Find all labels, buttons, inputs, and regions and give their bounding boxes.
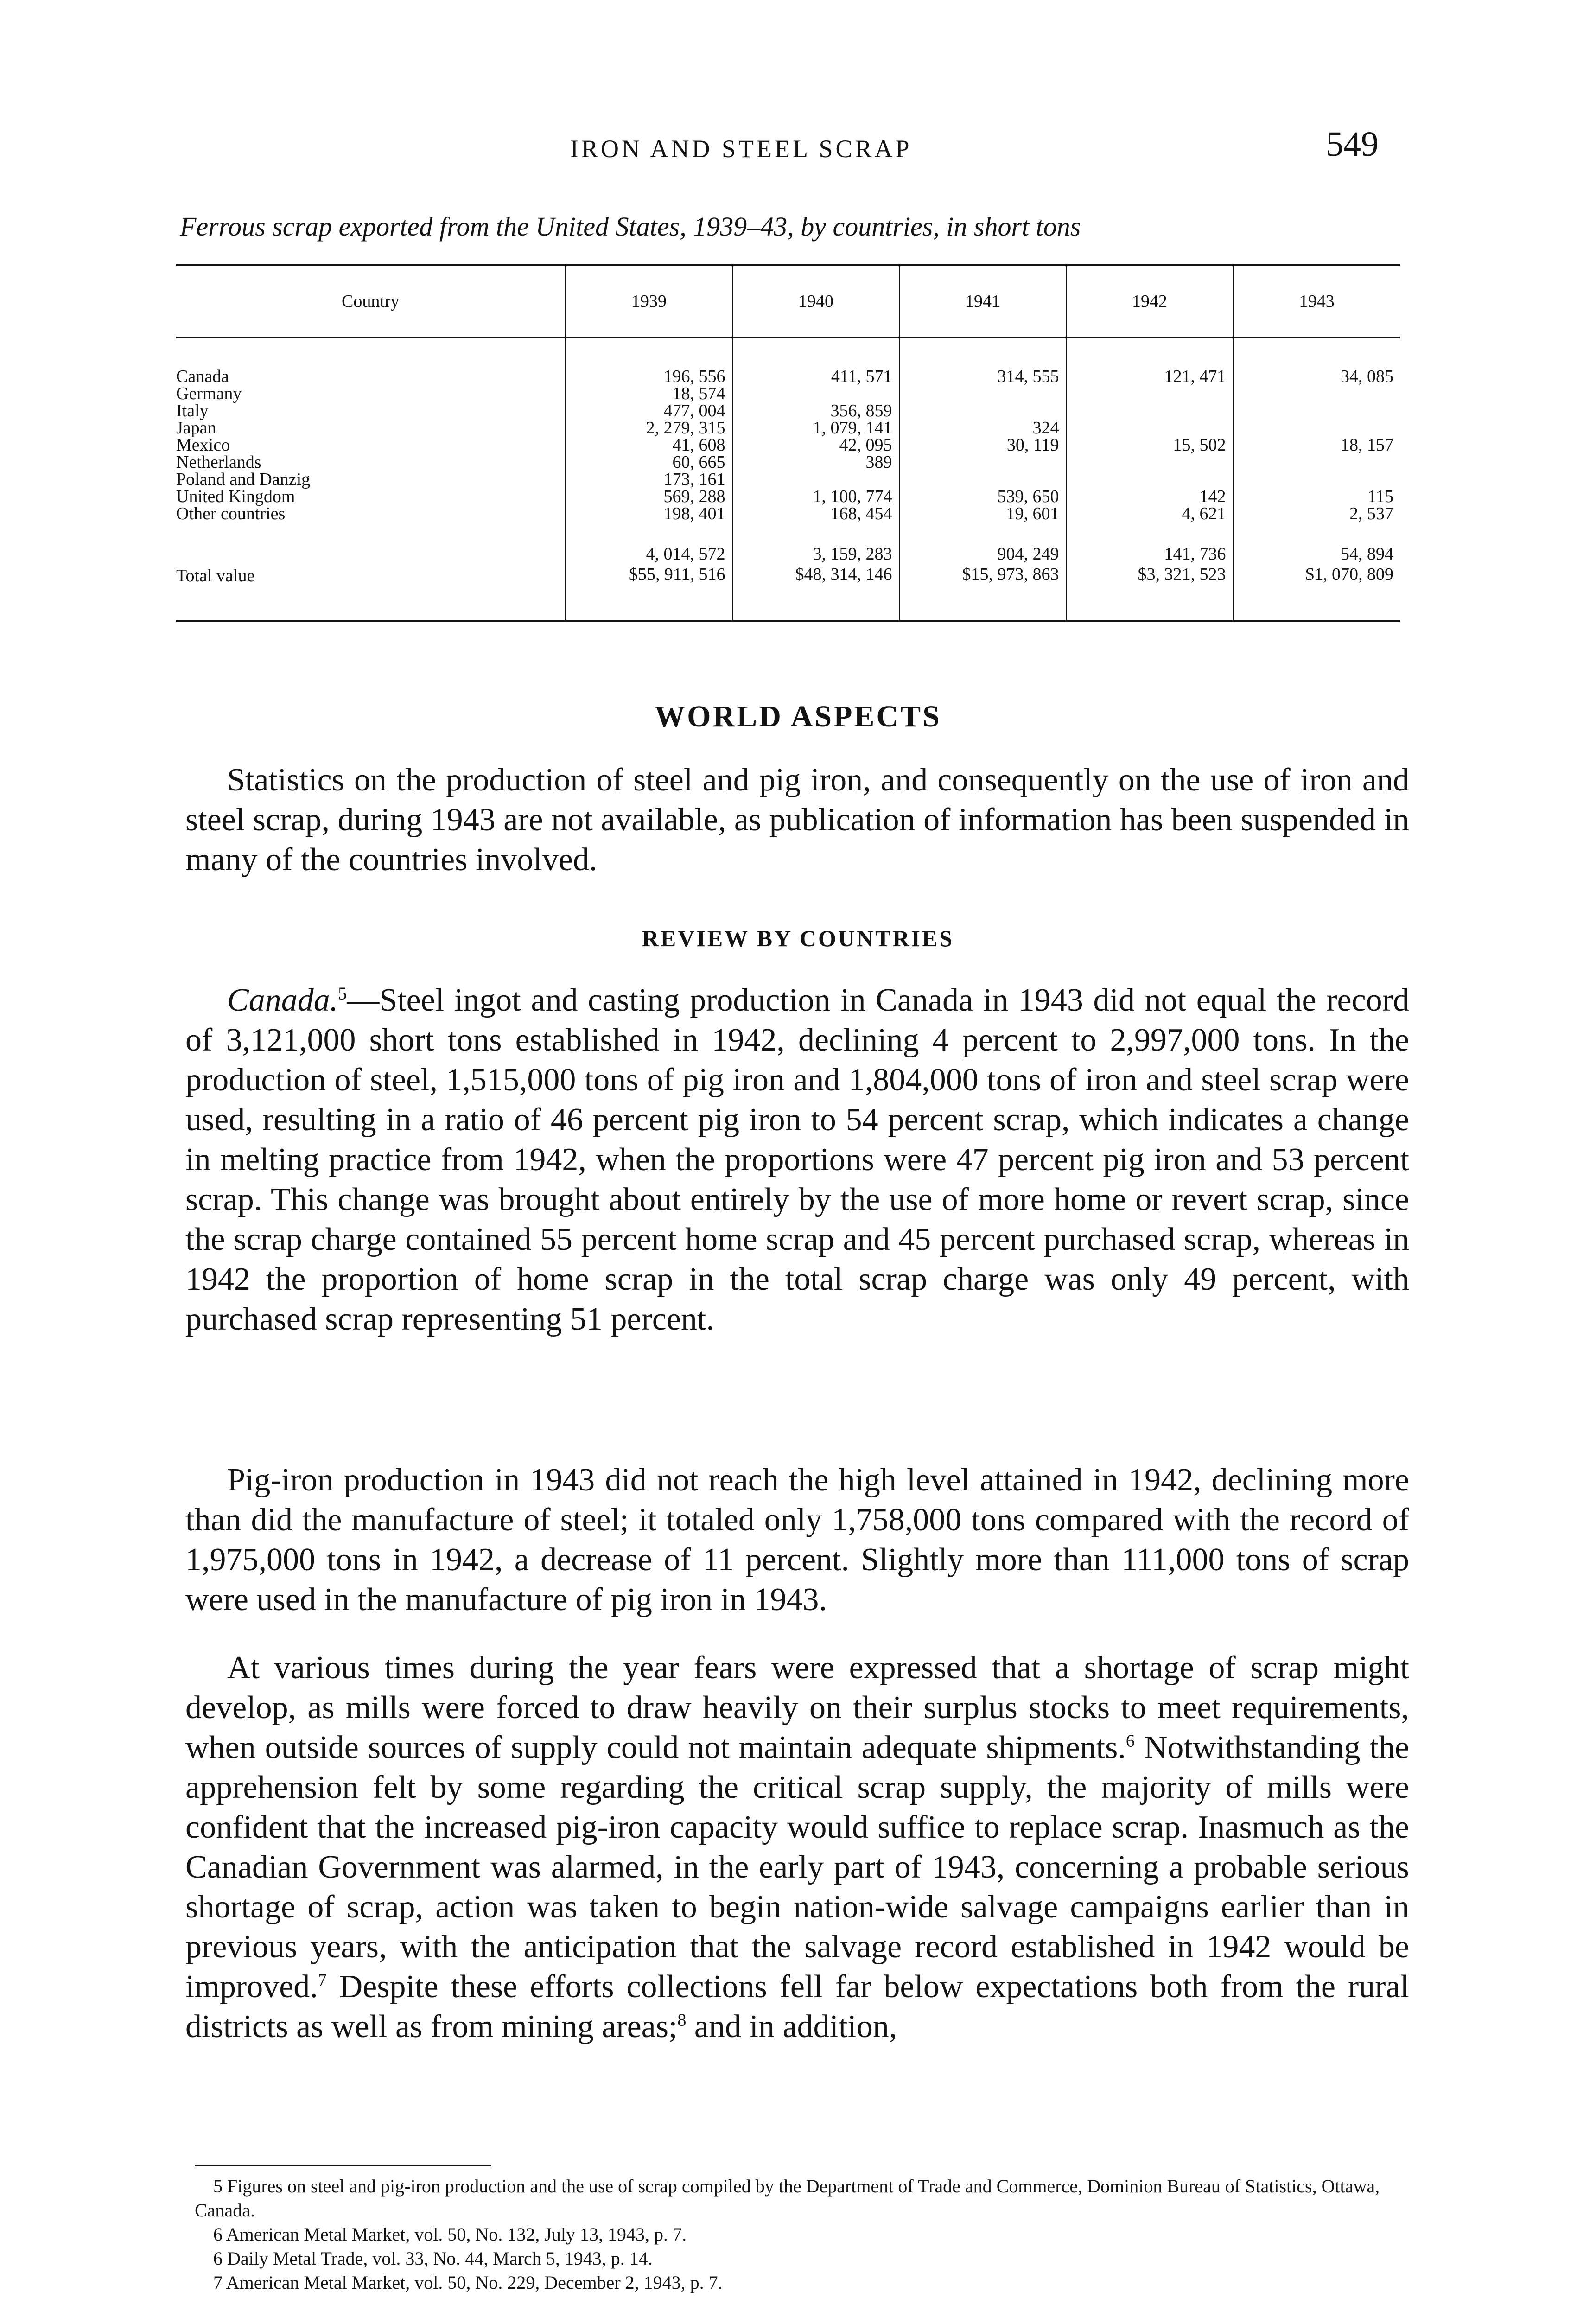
value-cell: 569, 288 [566,488,732,505]
total-dollar-value: $55, 911, 516 [629,565,725,584]
paragraph-pig-iron: Pig-iron production in 1943 did not reach the high level attained in 1942, declining more than did the manufacture of steel; it totaled only 1,758,000 tons compared with the record of 1,975,000 tons in 1942, a decrease of 11 percent. Slightly more than 111,000 tons of scrap were used in the manufacture of pig iron in 1943. [185,1462,1409,1618]
spacer-cell [1233,585,1400,621]
country-cell: Other countries [176,504,286,523]
country-cell: Netherlands [176,452,261,472]
value-cell [1233,420,1400,437]
column-header: 1941 [899,265,1066,338]
country-cell: Italy [176,401,209,420]
footnote-rule [195,2165,491,2166]
column-header: 1940 [732,265,899,338]
value-cell [1066,402,1233,420]
footnotes [195,2174,1418,2295]
value-cell: 60, 665 [566,454,732,471]
total-cell [1233,522,1400,585]
footnote: 6 Daily Metal Trade, vol. 33, No. 44, March 5, 1943, p. 14. [213,2248,653,2269]
country-cell: Japan [176,418,216,438]
footnote: 5 Figures on steel and pig-iron production and the use of scrap compiled by the Department of Trade and Commerce, Dominion Bureau of Statistics, Ottawa, Canada. [195,2176,1380,2221]
value-cell [1066,420,1233,437]
page-number: 549 [1326,125,1379,164]
table-row [176,471,1400,488]
table-row [176,437,1400,454]
value-cell [899,385,1066,402]
table-row [176,505,1400,522]
paragraph-scrap-shortage [185,1648,1409,2047]
value-cell: 4, 621 [1066,505,1233,522]
table-row [176,385,1400,402]
value-cell: 196, 556 [566,338,732,385]
value-cell: 173, 161 [566,471,732,488]
value-cell: 18, 157 [1233,437,1400,454]
total-tons: 141, 736 [1164,544,1226,564]
table-bottom-rule [176,585,1400,621]
value-cell: 142 [1066,488,1233,505]
value-cell [899,454,1066,471]
footnote: 6 American Metal Market, vol. 50, No. 132, July 13, 1943, p. 7. [213,2224,687,2245]
table-row [176,420,1400,437]
value-cell: 2, 537 [1233,505,1400,522]
paragraph-canada [185,981,1409,1339]
value-cell [732,385,899,402]
value-cell: 18, 574 [566,385,732,402]
total-tons: 3, 159, 283 [813,544,892,564]
paragraph-text: Notwithstanding the apprehension felt by some regarding the critical scrap supply, the majority of mills were confident that the increased pig-iron capacity would suffice to replace scrap. Inasmuch as the Canadian Government was alarmed, in the early part of 1943, concerning a probable serious shortage of scrap, action was taken to begin nation-wide salvage campaigns earlier than in previous years, with the anticipation that the salvage record established in 1942 would be improved. [185,1730,1409,2005]
value-cell: 30, 119 [899,437,1066,454]
total-value-label: Total value [176,566,255,586]
spacer-cell [732,585,899,621]
table-caption: Ferrous scrap exported from the United States, 1939–43, by countries, in short tons [180,211,1081,242]
spacer-cell [899,585,1066,621]
value-cell: 15, 502 [1066,437,1233,454]
footnote-ref: 7 [318,1970,327,1990]
value-cell: 539, 650 [899,488,1066,505]
section-heading-review-by-countries: REVIEW BY COUNTRIES [642,925,954,951]
table-row [176,454,1400,471]
section-heading-world-aspects: WORLD ASPECTS [655,700,941,733]
value-cell: 42, 095 [732,437,899,454]
value-cell [1233,385,1400,402]
country-cell: Mexico [176,435,230,455]
spacer-cell [1066,585,1233,621]
table-row [176,402,1400,420]
table-header-row [176,265,1400,338]
country-cell: Canada [176,367,229,386]
column-header: 1943 [1233,265,1400,338]
value-cell: 477, 004 [566,402,732,420]
value-cell [732,471,899,488]
value-cell [1066,454,1233,471]
running-title: IRON AND STEEL SCRAP [570,135,912,163]
footnote-ref: 5 [338,984,347,1004]
paragraph-text: At various times during the year fears were expressed that a shortage of scrap might develop, as mills were forced to draw heavily on their surplus stocks to meet requirements, when outside sources of supply could not maintain adequate shipments. [185,1650,1409,1765]
paragraph-text: Despite these efforts collections fell far below expectations both from the rural districts as well as from mining areas; [185,1969,1409,2044]
value-cell: 115 [1233,488,1400,505]
total-tons: 4, 014, 572 [646,544,725,564]
total-row [176,522,1400,585]
value-cell: 198, 401 [566,505,732,522]
column-header: Country [176,265,566,338]
country-lead: Canada. [227,982,338,1018]
country-cell: Germany [176,384,242,403]
value-cell: 1, 100, 774 [732,488,899,505]
spacer-cell [566,585,732,621]
value-cell [1233,454,1400,471]
value-cell [1066,385,1233,402]
value-cell: 389 [732,454,899,471]
country-cell: Poland and Danzig [176,470,311,489]
footnote-ref: 8 [677,2010,687,2030]
footnote-ref: 6 [1125,1731,1135,1751]
value-cell: 356, 859 [732,402,899,420]
table-row [176,338,1400,385]
scrap-export-table [176,264,1400,622]
total-cell [899,522,1066,585]
value-cell: 411, 571 [732,338,899,385]
value-cell: 34, 085 [1233,338,1400,385]
total-cell [732,522,899,585]
total-dollar-value: $15, 973, 863 [962,565,1059,584]
value-cell: 324 [899,420,1066,437]
value-cell: 19, 601 [899,505,1066,522]
total-dollar-value: $1, 070, 809 [1305,565,1393,584]
total-dollar-value: $48, 314, 146 [795,565,892,584]
value-cell [899,471,1066,488]
value-cell: 314, 555 [899,338,1066,385]
total-cell [1066,522,1233,585]
value-cell: 168, 454 [732,505,899,522]
table-body [176,338,1400,621]
value-cell [1233,471,1400,488]
total-dollar-value: $3, 321, 523 [1138,565,1226,584]
value-cell: 121, 471 [1066,338,1233,385]
value-cell [899,402,1066,420]
footnote: 7 American Metal Market, vol. 50, No. 229, December 2, 1943, p. 7. [213,2272,723,2293]
total-tons: 904, 249 [997,544,1059,564]
value-cell: 2, 279, 315 [566,420,732,437]
column-header: 1942 [1066,265,1233,338]
country-cell: United Kingdom [176,487,295,506]
column-header: 1939 [566,265,732,338]
paragraph-text: —Steel ingot and casting production in Canada in 1943 did not equal the record of 3,121,000 short tons established in 1942, declining 4 percent to 2,997,000 tons. In the production of steel, 1,515,000 tons of pig iron and 1,804,000 tons of iron and steel scrap were used, resulting in a ratio of 46 percent pig iron to 54 percent scrap, which indicates a change in melting practice from 1942, when the proportions were 47 percent pig iron and 53 percent scrap. This change was brought about entirely by the use of more home or revert scrap, since the scrap charge contained 55 percent home scrap and 45 percent purchased scrap, whereas in 1942 the proportion of home scrap in the total scrap charge was only 49 percent, with purchased scrap representing 51 percent. [185,982,1409,1337]
value-cell: 1, 079, 141 [732,420,899,437]
paragraph-text: and in addition, [686,2009,897,2044]
table-row [176,488,1400,505]
total-cell [566,522,732,585]
value-cell: 41, 608 [566,437,732,454]
value-cell [1066,471,1233,488]
spacer-cell [176,585,566,621]
total-tons: 54, 894 [1341,544,1393,564]
value-cell [1233,402,1400,420]
paragraph-statistics: Statistics on the production of steel and pig iron, and consequently on the use of iron and steel scrap, during 1943 are not available, as publication of information has been suspended in many of the countries involved. [185,762,1409,878]
